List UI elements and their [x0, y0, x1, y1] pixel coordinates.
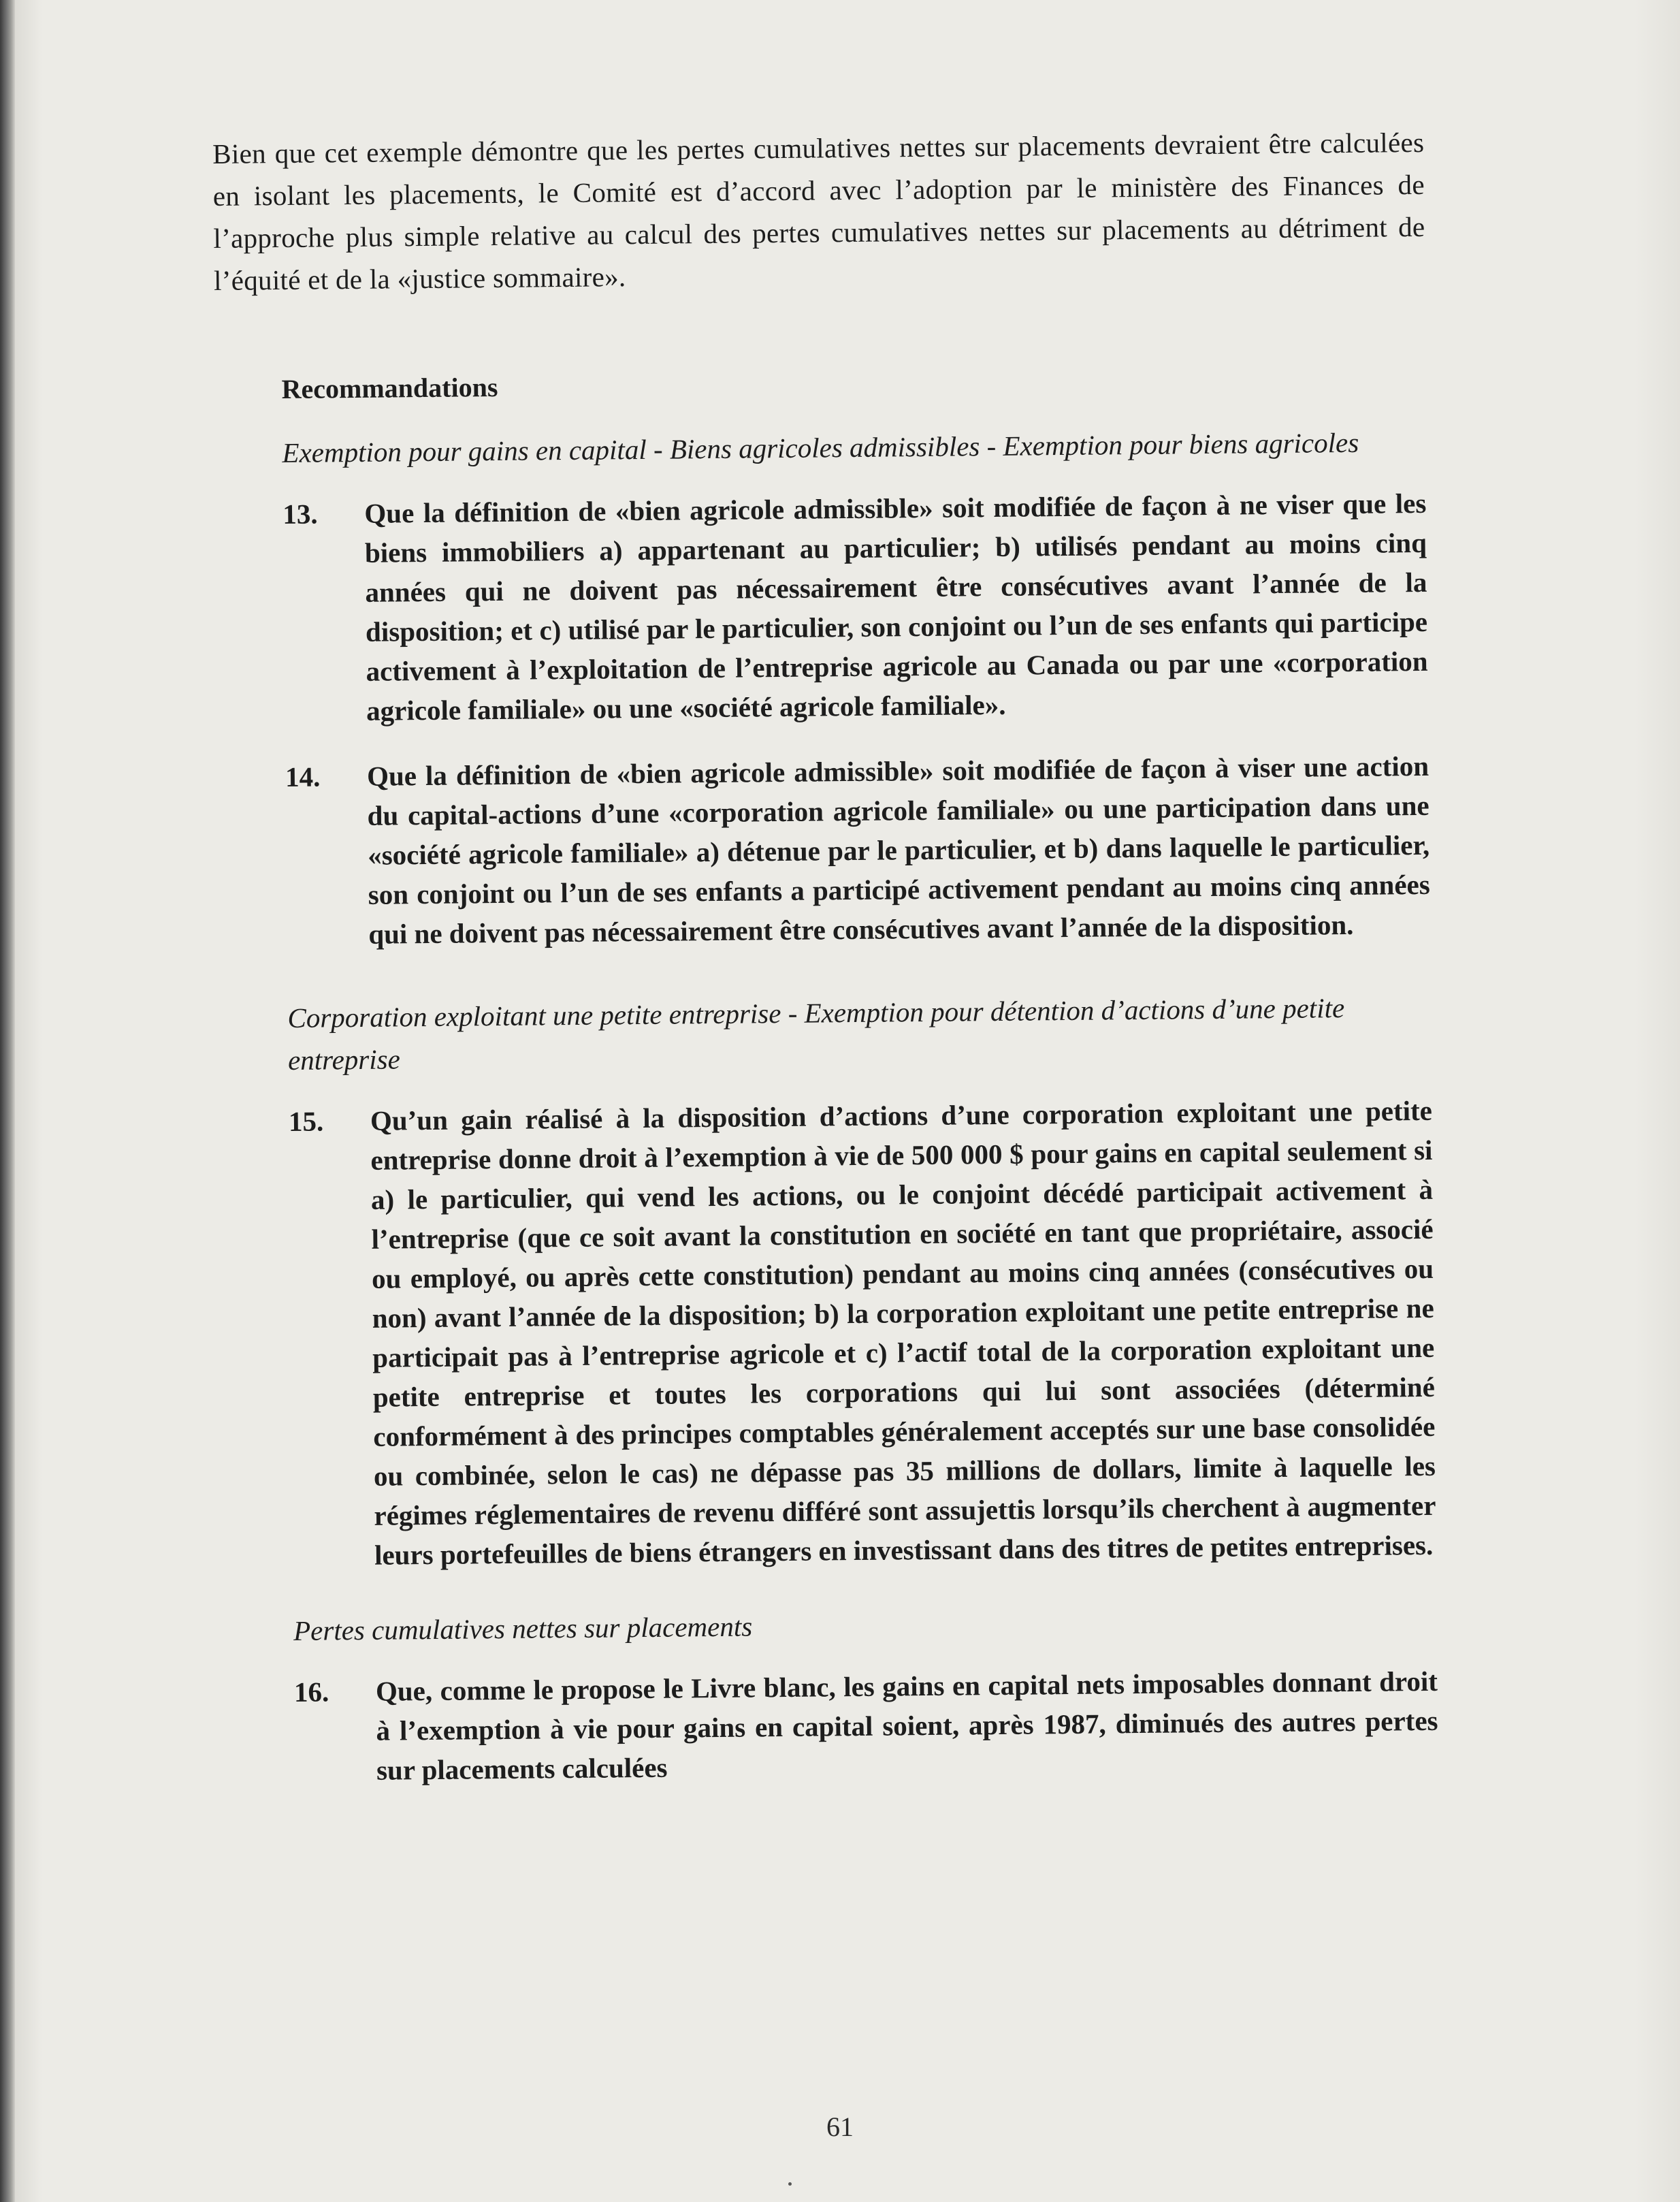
- section-subheading: Pertes cumulatives nettes sur placements: [293, 1610, 753, 1646]
- recommendations-heading: Recommandations: [281, 371, 498, 405]
- recommendation-item: [289, 1091, 1437, 1576]
- scan-speck: [788, 2182, 792, 2186]
- recommendation-item: [285, 746, 1431, 955]
- page-number: 61: [826, 2111, 854, 2142]
- recommendation-text: Qu’un gain réalisé à la disposition d’actions d’une corporation exploitant une petite entreprise donne droit à l’exemption à vie de 500 000 $ pour gains en capital seulement si a) le particulier, qui vend les actions, ou le conjoint décédé participait activement à l’entreprise (que ce soit avant la constitution en société en tant que propriétaire, associé ou employé, ou après cette constitution) pendant au moins cinq années (consécutives ou non) avant l’année de la disposition; b) la corporation exploitant une petite entreprise ne participait pas à l’entreprise agricole et c) l’actif total de la corporation exploitant une petite entreprise et toutes les corporations qui lui sont associées (déterminé conformément à des principes comptables généralement acceptés sur une base consolidée ou combinée, selon le cas) ne dépasse pas 35 millions de dollars, limite à laquelle les régimes réglementaires de revenu différé sont assujettis lorsqu’ils cherchent à augmenter leurs portefeuilles de biens étrangers en investissant dans des titres de petites entreprises.: [370, 1094, 1436, 1571]
- recommendation-text: Que la définition de «bien agricole admissible» soit modifiée de façon à viser une action du capital-actions d’une «corporation agricole familiale» ou une participation dans une «société agricole familiale» a) détenue par le particulier, et b) dans laquelle le particulier, son conjoint ou l’un de ses enfants a participé activement pendant au moins cinq années qui ne doivent pas nécessairement être consécutives avant l’année de la disposition.: [366, 750, 1430, 950]
- recommendation-number: 14.: [285, 761, 321, 793]
- page-binding-edge: [0, 0, 15, 2202]
- intro-paragraph: Bien que cet exemple démontre que les pertes cumulatives nettes sur placements devraient être calculées en isolant les placements, le Comité est d’accord avec l’adoption par le ministère des Finances de l’approche plus simple relative au calcul des pertes cumulatives nettes sur placements au détriment de l’équité et de la «justice sommaire».: [212, 126, 1425, 296]
- recommendation-item: [282, 483, 1428, 731]
- recommendation-number: 15.: [288, 1105, 324, 1137]
- section-subheading: Exemption pour gains en capital - Biens agricoles admissibles - Exemption pour biens agricoles: [282, 426, 1359, 469]
- recommendation-text: Que la définition de «bien agricole admissible» soit modifiée de façon à ne viser que les biens immobiliers a) appartenant au particulier; b) utilisés pendant au moins cinq années qui ne doivent pas nécessairement être consécutives avant l’année de la disposition; et c) utilisé par le particulier, son conjoint ou l’un de ses enfants qui participe activement à l’exploitation de l’entreprise agricole au Canada ou par une «corporation agricole familiale» ou une «société agricole familiale».: [364, 487, 1428, 727]
- recommendation-text: Que, comme le propose le Livre blanc, les gains en capital nets imposables donnant droit à l’exemption à vie pour gains en capital soient, après 1987, diminués des autres pertes sur placements calculées: [375, 1665, 1438, 1786]
- recommendation-item: [294, 1661, 1439, 1791]
- recommendation-number: 16.: [293, 1676, 329, 1708]
- recommendation-number: 13.: [282, 498, 318, 530]
- section-subheading: Corporation exploitant une petite entreprise - Exemption pour détention d’actions d’une petite entreprise: [287, 992, 1345, 1076]
- document-body: [212, 121, 1440, 1791]
